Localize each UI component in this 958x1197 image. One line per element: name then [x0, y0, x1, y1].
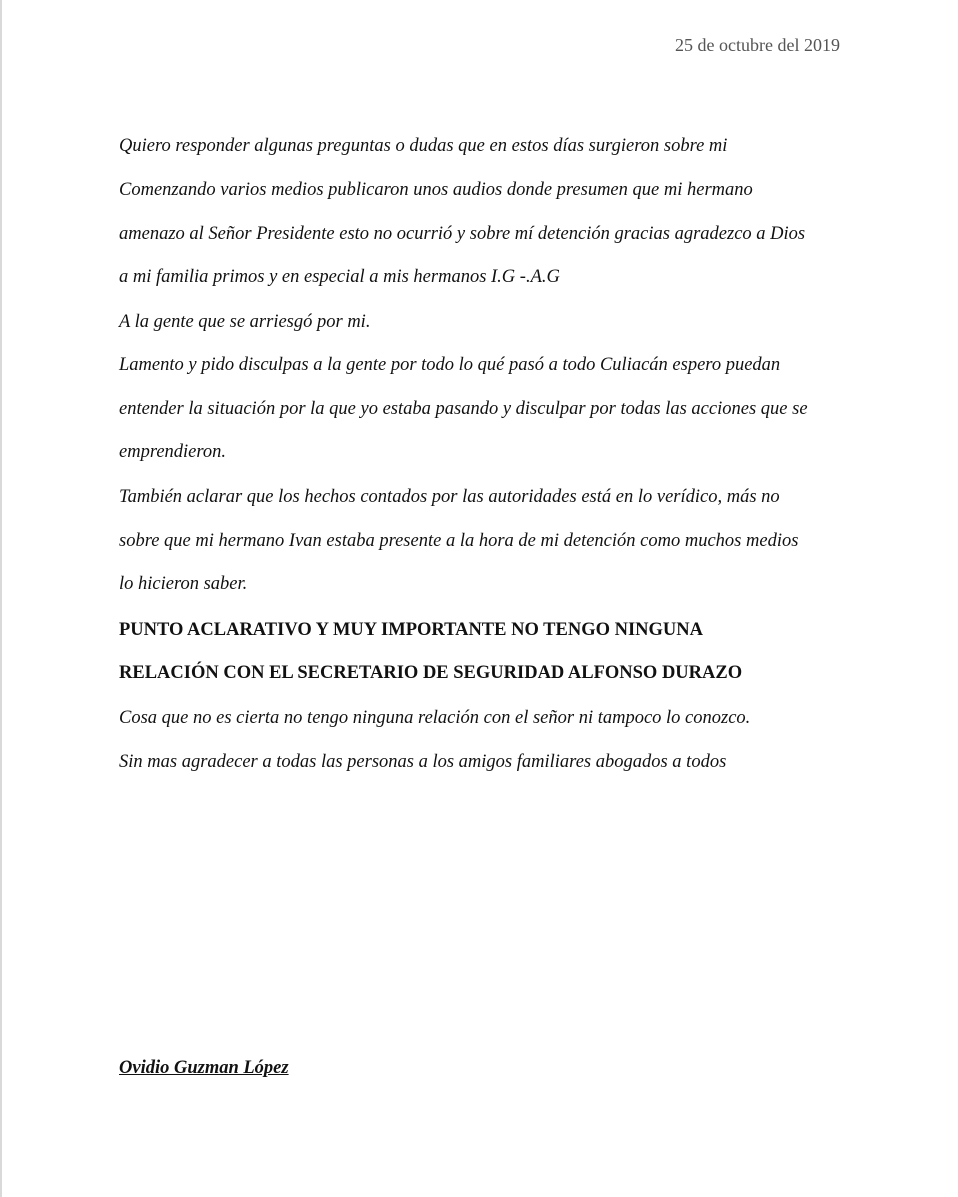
emphasis-line: PUNTO ACLARATIVO Y MUY IMPORTANTE NO TENGO NINGUNA: [119, 620, 703, 640]
body-line: Lamento y pido disculpas a la gente por todo lo qué pasó a todo Culiacán espero puedan: [119, 355, 781, 375]
body-line: A la gente que se arriesgó por mi.: [119, 312, 371, 332]
page-edge-divider: [0, 0, 2, 1197]
body-line: emprendieron.: [119, 442, 227, 462]
body-line: lo hicieron saber.: [119, 574, 248, 594]
body-line: Sin mas agradecer a todas las personas a los amigos familiares abogados a todos: [119, 752, 727, 772]
document-date: 25 de octubre del 2019: [675, 35, 840, 55]
body-line: amenazo al Señor Presidente esto no ocurrió y sobre mí detención gracias agradezco a Dios: [119, 224, 806, 244]
body-line: También aclarar que los hechos contados por las autoridades está en lo verídico, más no: [119, 487, 780, 507]
body-line: sobre que mi hermano Ivan estaba presente a la hora de mi detención como muchos medios: [119, 531, 799, 551]
signature-name: Ovidio Guzman López: [119, 1058, 289, 1078]
body-line: Quiero responder algunas preguntas o dudas que en estos días surgieron sobre mi: [119, 136, 728, 156]
body-line: a mi familia primos y en especial a mis hermanos I.G -.A.G: [119, 267, 560, 287]
body-line: entender la situación por la que yo estaba pasando y disculpar por todas las acciones que se: [119, 399, 808, 419]
emphasis-line: RELACIÓN CON EL SECRETARIO DE SEGURIDAD ALFONSO DURAZO: [119, 663, 743, 683]
body-line: Cosa que no es cierta no tengo ninguna relación con el señor ni tampoco lo conozco.: [119, 708, 751, 728]
body-line: Comenzando varios medios publicaron unos audios donde presumen que mi hermano: [119, 180, 753, 200]
